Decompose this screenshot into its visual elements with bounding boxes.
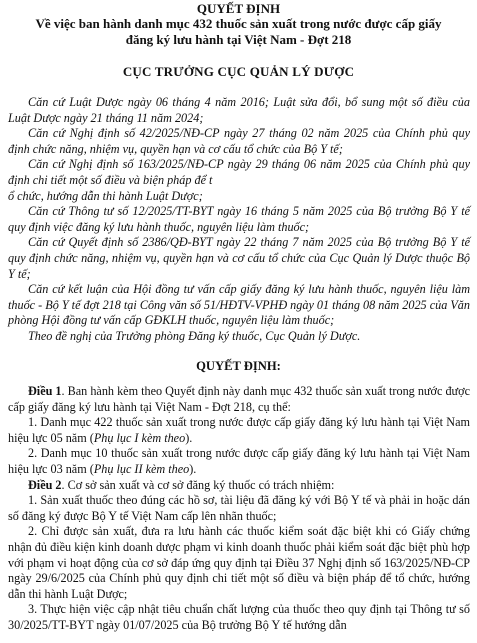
decision-heading: QUYẾT ĐỊNH: xyxy=(196,359,281,373)
article-2-text: . Cơ sở sản xuất và cơ sở đăng ký thuốc có trách nhiệm: xyxy=(61,477,335,492)
article-1 xyxy=(8,384,470,415)
article-2-label: Điều 2 xyxy=(28,477,62,492)
decision-title: QUYẾT ĐỊNH xyxy=(196,1,281,16)
article-2-item-3: 3. Thực hiện việc cập nhật tiêu chuẩn chất lượng của thuốc theo quy định tại Thông tư số 30/2025/TT-BYT ngày 01/07/2025 của Bộ trưởng Bộ Y tế hướng dẫn xyxy=(8,602,470,632)
article-2-item-2: 2. Chỉ được sản xuất, đưa ra lưu hành các thuốc kiểm soát đặc biệt khi có Giấy chứng nhận đủ điều kiện kinh doanh dược phạm vi kinh doanh thuốc phải kiểm soát đặc biệt phù hợp với phạm vi hoạt động của cơ sở đáp ứng quy định tại Điều 37 Nghị định số 163/2025/NĐ-CP ngày 29/6/2025 của Chính phủ quy định chi tiết một số điều và biện pháp để tổ chức, hướng dẫn thi hành Luật Dược; xyxy=(8,524,470,601)
article-1-text: . Ban hành kèm theo Quyết định này danh mục 432 thuốc sản xuất trong nước được cấp giấy đăng ký lưu hành tại Việt Nam - Đợt 218, cụ thể: xyxy=(8,384,470,414)
decision-subject-line-2: đăng ký lưu hành tại Việt Nam - Đợt 218 xyxy=(125,32,352,47)
legal-basis: Theo đề nghị của Trưởng phòng Đăng ký thuốc, Cục Quản lý Dược. xyxy=(28,328,361,343)
article-2-item-1: 1. Sản xuất thuốc theo đúng các hồ sơ, tài liệu đã đăng ký với Bộ Y tế và phải in hoặc dán số đăng ký được Bộ Y tế Việt Nam cấp lên nhãn thuốc; xyxy=(8,493,470,523)
legal-basis: Căn cứ Nghị định số 42/2025/NĐ-CP ngày 27 tháng 02 năm 2025 của Chính phủ quy định chức năng, nhiệm vụ, quyền hạn và cơ cấu tổ chức của Bộ Y tế; xyxy=(8,126,470,156)
article-1-item-2: 2. Danh mục 10 thuốc sản xuất trong nước được cấp giấy đăng ký lưu hành tại Việt Nam hiệu lực 03 năm (Phụ lục II kèm theo). xyxy=(8,446,470,476)
legal-bases xyxy=(8,95,470,345)
article-1-item-1: 1. Danh mục 422 thuốc sản xuất trong nước được cấp giấy đăng ký lưu hành tại Việt Nam hiệu lực 05 năm (Phụ lục I kèm theo). xyxy=(8,415,470,445)
legal-basis: Căn cứ Luật Dược ngày 06 tháng 4 năm 2016; Luật sửa đổi, bổ sung một số điều của Luật Dược ngày 21 tháng 11 năm 2024; xyxy=(8,95,470,125)
articles xyxy=(8,384,470,634)
appendix-2-ref: Phụ lục II kèm theo xyxy=(93,461,190,476)
legal-basis: Căn cứ Quyết định số 2386/QĐ-BYT ngày 22 tháng 7 năm 2025 của Bộ trưởng Bộ Y tế quy định chức năng, nhiệm vụ, quyền hạn và cơ cấu tổ chức của Cục Quản lý Dược thuộc Bộ Y tế; xyxy=(8,235,470,281)
article-1-label: Điều 1 xyxy=(28,384,62,398)
article-2 xyxy=(8,478,470,494)
legal-basis: Căn cứ Thông tư số 12/2025/TT-BYT ngày 16 tháng 5 năm 2025 của Bộ trưởng Bộ Y tế quy định việc đăng ký lưu hành thuốc, nguyên liệu làm thuốc; xyxy=(8,204,470,234)
decision-subject-line-1: Về việc ban hành danh mục 432 thuốc sản xuất trong nước được cấp giấy xyxy=(35,16,442,31)
appendix-1-ref: Phụ lục I kèm theo xyxy=(93,430,186,445)
legal-basis: Căn cứ kết luận của Hội đồng tư vấn cấp giấy đăng ký lưu hành thuốc, nguyên liệu làm thuốc - Bộ Y tế đợt 218 tại Công văn số 51/HĐTV-VPHĐ ngày 01 tháng 08 năm 2025 của Văn phòng Hội đồng tư vấn cấp GĐKLH thuốc, nguyên liệu làm thuốc; xyxy=(8,282,470,328)
issuer-heading: CỤC TRƯỞNG CỤC QUẢN LÝ DƯỢC xyxy=(122,64,355,79)
legal-basis: ổ chức, hướng dẫn thi hành Luật Dược; xyxy=(8,188,203,203)
legal-basis: Căn cứ Nghị định số 163/2025/NĐ-CP ngày 29 tháng 06 năm 2025 của Chính phủ quy định chi tiết một số điều và biện pháp để t xyxy=(8,157,470,187)
